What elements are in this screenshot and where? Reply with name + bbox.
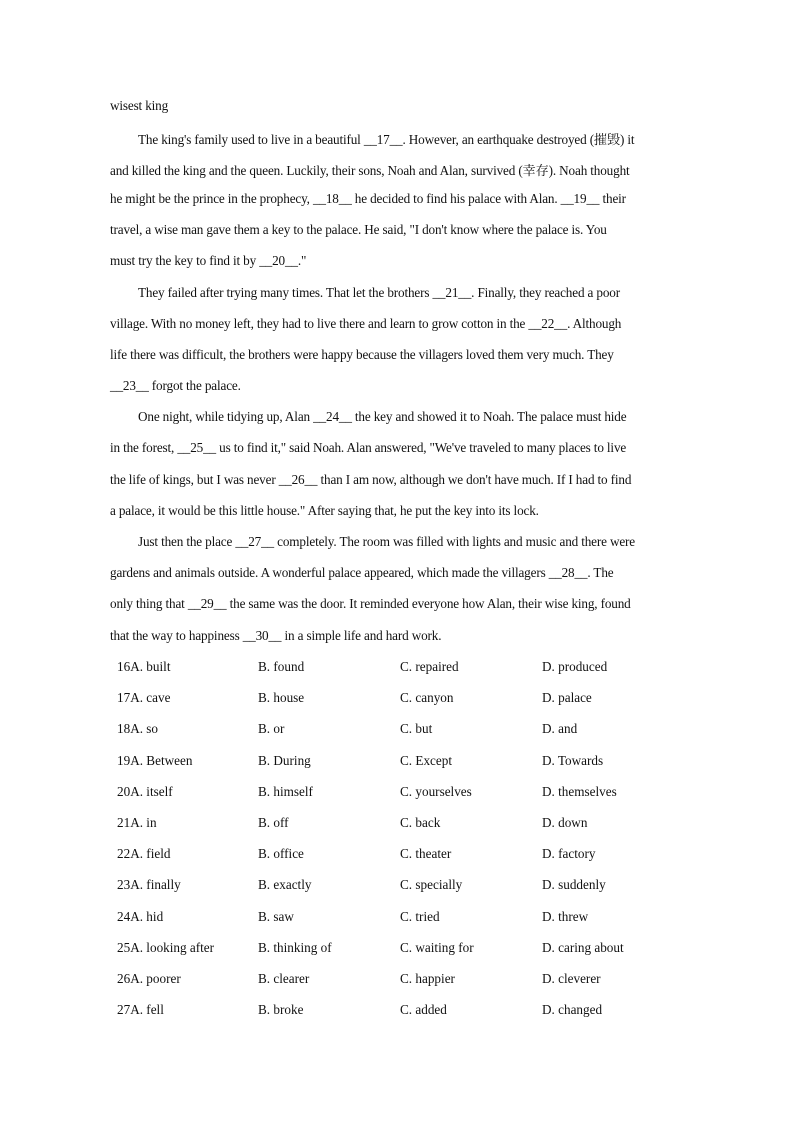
option-b: B. saw bbox=[258, 909, 294, 924]
option-b: B. broke bbox=[258, 1002, 304, 1017]
option-a: 19A. Between bbox=[117, 753, 193, 768]
option-a: 25A. looking after bbox=[117, 940, 215, 955]
option-d: D. cleverer bbox=[542, 971, 601, 986]
option-b: B. office bbox=[258, 846, 304, 861]
option-d: D. changed bbox=[542, 1002, 603, 1017]
option-b: B. clearer bbox=[258, 971, 310, 986]
option-a: 21A. in bbox=[117, 815, 157, 830]
option-d: D. factory bbox=[542, 846, 596, 861]
option-c: C. Except bbox=[400, 753, 453, 768]
passage-line: The king's family used to live in a beautiful __17__. However, an earthquake destroyed (摧毁) it bbox=[138, 132, 635, 147]
passage-line: and killed the king and the queen. Luckily, their sons, Noah and Alan, survived (幸存). Noah thought bbox=[110, 163, 630, 178]
option-a: 27A. fell bbox=[117, 1002, 164, 1017]
passage-line: the life of kings, but I was never __26__ than I am now, although we don't have much. If I had to find bbox=[110, 472, 632, 487]
passage-line: gardens and animals outside. A wonderful palace appeared, which made the villagers __28__. The bbox=[110, 565, 614, 580]
option-a: 17A. cave bbox=[117, 690, 171, 705]
option-c: C. canyon bbox=[400, 690, 454, 705]
passage-line: only thing that __29__ the same was the door. It reminded everyone how Alan, their wise king, found bbox=[110, 596, 631, 611]
passage-line: wisest king bbox=[110, 98, 169, 113]
option-d: D. palace bbox=[542, 690, 592, 705]
passage-line: in the forest, __25__ us to find it," said Noah. Alan answered, "We've traveled to many places to live bbox=[110, 440, 627, 455]
option-a: 24A. hid bbox=[117, 909, 164, 924]
option-b: B. exactly bbox=[258, 877, 312, 892]
option-a: 22A. field bbox=[117, 846, 171, 861]
option-c: C. waiting for bbox=[400, 940, 474, 955]
passage-line: a palace, it would be this little house." After saying that, he put the key into its lock. bbox=[110, 503, 539, 518]
passage-line: Just then the place __27__ completely. The room was filled with lights and music and there were bbox=[138, 534, 636, 549]
passage-line: life there was difficult, the brothers were happy because the villagers loved them very much. They bbox=[110, 347, 614, 362]
options-row-19 bbox=[0, 753, 794, 773]
passage-line: village. With no money left, they had to live there and learn to grow cotton in the __22__. Although bbox=[110, 316, 622, 331]
passage-line: They failed after trying many times. That let the brothers __21__. Finally, they reached a poor bbox=[138, 285, 620, 300]
option-c: C. theater bbox=[400, 846, 452, 861]
option-a: 23A. finally bbox=[117, 877, 181, 892]
options-row-27 bbox=[0, 1002, 794, 1022]
option-d: D. themselves bbox=[542, 784, 617, 799]
passage-line: One night, while tidying up, Alan __24__ the key and showed it to Noah. The palace must hide bbox=[138, 409, 627, 424]
option-a: 18A. so bbox=[117, 721, 159, 736]
options-row-26 bbox=[0, 971, 794, 991]
option-a: 26A. poorer bbox=[117, 971, 181, 986]
option-c: C. repaired bbox=[400, 659, 459, 674]
option-b: B. house bbox=[258, 690, 305, 705]
passage-line: travel, a wise man gave them a key to the palace. He said, "I don't know where the palace is. You bbox=[110, 222, 607, 237]
option-c: C. happier bbox=[400, 971, 455, 986]
option-b: B. found bbox=[258, 659, 305, 674]
option-b: B. himself bbox=[258, 784, 313, 799]
option-d: D. threw bbox=[542, 909, 589, 924]
options-row-16 bbox=[0, 659, 794, 679]
option-d: D. suddenly bbox=[542, 877, 606, 892]
option-c: C. but bbox=[400, 721, 433, 736]
options-row-21 bbox=[0, 815, 794, 835]
passage-line: he might be the prince in the prophecy, __18__ he decided to find his palace with Alan. __19__ their bbox=[110, 191, 626, 206]
options-row-25 bbox=[0, 940, 794, 960]
option-c: C. specially bbox=[400, 877, 463, 892]
option-b: B. or bbox=[258, 721, 285, 736]
passage-line: must try the key to find it by __20__." bbox=[110, 253, 307, 268]
options-row-24 bbox=[0, 909, 794, 929]
options-row-23 bbox=[0, 877, 794, 897]
option-a: 20A. itself bbox=[117, 784, 173, 799]
option-b: B. thinking of bbox=[258, 940, 332, 955]
option-d: D. caring about bbox=[542, 940, 624, 955]
option-c: C. back bbox=[400, 815, 441, 830]
option-c: C. yourselves bbox=[400, 784, 472, 799]
options-row-20 bbox=[0, 784, 794, 804]
options-row-22 bbox=[0, 846, 794, 866]
options-row-18 bbox=[0, 721, 794, 741]
option-b: B. off bbox=[258, 815, 289, 830]
option-d: D. produced bbox=[542, 659, 608, 674]
option-d: D. down bbox=[542, 815, 588, 830]
option-d: D. and bbox=[542, 721, 578, 736]
option-c: C. added bbox=[400, 1002, 447, 1017]
options-row-17 bbox=[0, 690, 794, 710]
passage-line: that the way to happiness __30__ in a simple life and hard work. bbox=[110, 628, 442, 643]
option-d: D. Towards bbox=[542, 753, 604, 768]
option-b: B. During bbox=[258, 753, 311, 768]
passage-line: __23__ forgot the palace. bbox=[110, 378, 241, 393]
option-c: C. tried bbox=[400, 909, 440, 924]
option-a: 16A. built bbox=[117, 659, 171, 674]
